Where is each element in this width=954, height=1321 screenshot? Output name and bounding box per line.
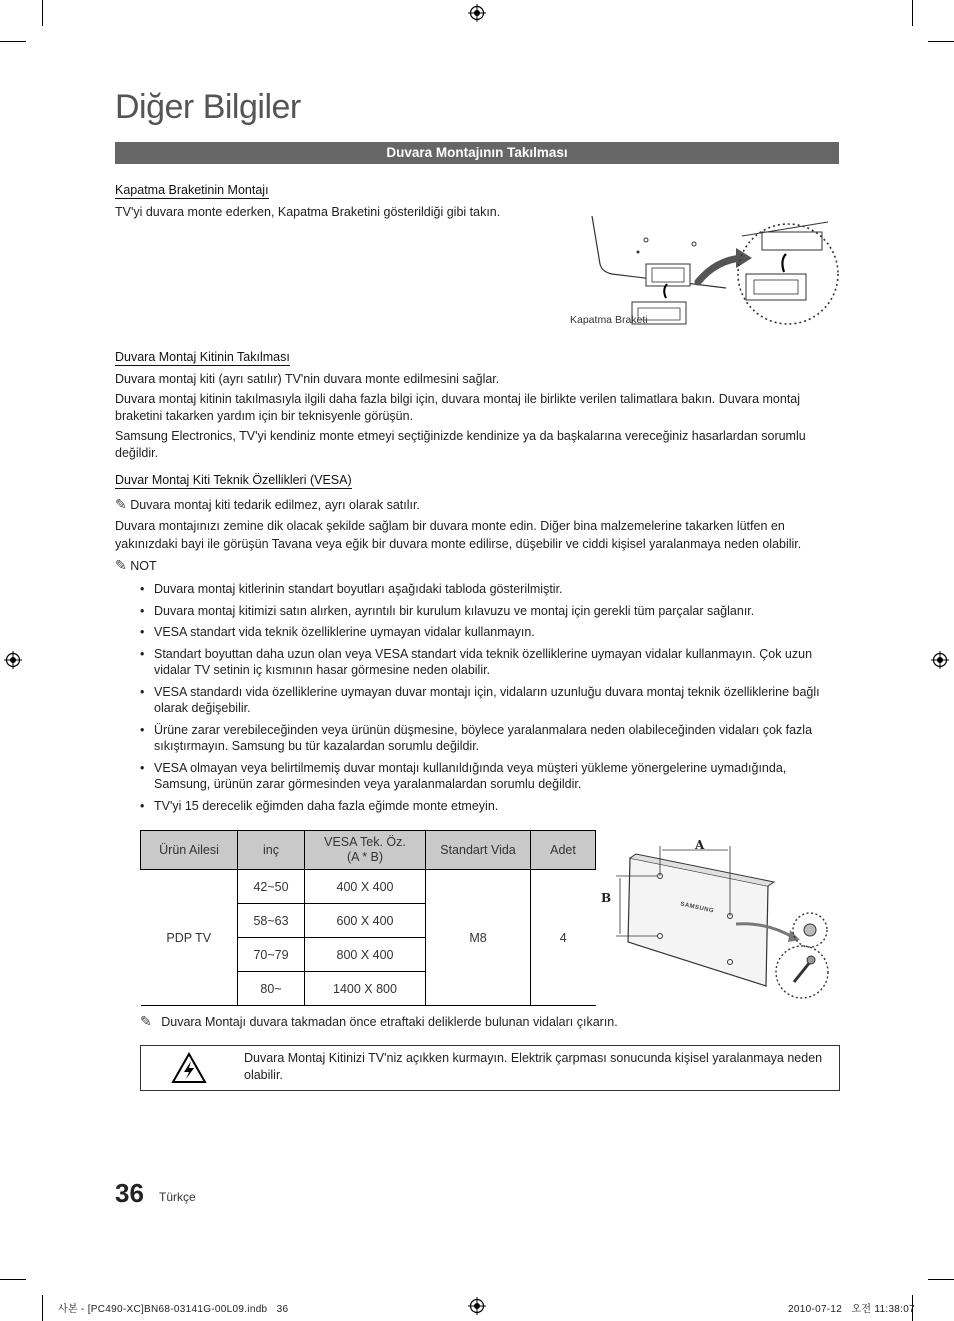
vesa-spec-table xyxy=(140,830,596,1006)
table-row xyxy=(141,870,596,904)
registration-mark-icon xyxy=(468,1297,486,1315)
list-item: • VESA standart vida teknik özelliklerine uymayan vidalar kullanmayın. xyxy=(140,624,840,641)
crop-mark xyxy=(0,41,26,42)
electric-hazard-icon xyxy=(171,1052,207,1084)
section-heading-wall-mount-kit: Duvara Montaj Kitinin Takılması xyxy=(115,350,290,364)
table-header: inç xyxy=(238,831,305,870)
bracket-instruction: TV'yi duvara monte ederken, Kapatma Braketini gösterildiği gibi takın. xyxy=(115,205,501,219)
table-header: Adet xyxy=(531,831,596,870)
note-heading xyxy=(115,557,157,574)
page-title: Diğer Bilgiler xyxy=(115,88,301,126)
note-label: NOT xyxy=(130,559,157,573)
crop-mark xyxy=(42,0,43,26)
note-line xyxy=(140,1013,840,1030)
crop-mark xyxy=(42,1295,43,1321)
section-banner: Duvara Montajının Takılması xyxy=(115,142,839,164)
table-cell-screw: M8 xyxy=(426,870,531,1006)
table-cell: 400 X 400 xyxy=(305,870,426,904)
list-item: • Duvara montaj kitimizi satın alırken, ayrıntılı bir kurulum kılavuzu ve montaj için gerekli tüm parçalar sağlanır. xyxy=(140,603,840,620)
table-header-line: (A * B) xyxy=(346,850,384,864)
pencil-note-icon: ✎ xyxy=(115,557,127,573)
dimension-label-b: B xyxy=(601,891,612,905)
paragraph: Duvara montaj kitinin takılmasıyla ilgili daha fazla bilgi için, duvara montaj ile birlikte verilen talimatlara bakın. Duvara montaj braketini takarken yardım için bir teknisyenle görüşün. xyxy=(115,391,801,423)
paragraph: Samsung Electronics, TV'yi kendiniz monte etmeyi seçtiğinizde kendinize ya da başkalarına vereceğiniz hasarlardan sorumlu değildir. xyxy=(115,428,806,460)
registration-mark-icon xyxy=(4,651,22,669)
brand-label: SAMSUNG xyxy=(679,901,715,915)
table-cell: 1400 X 800 xyxy=(305,972,426,1006)
table-cell-family: PDP TV xyxy=(141,870,238,1006)
warning-box xyxy=(140,1045,840,1091)
dimension-label-a: A xyxy=(695,838,705,852)
section-heading-bracket: Kapatma Braketinin Montajı xyxy=(115,183,269,197)
list-item: • VESA olmayan veya belirtilmemiş duvar montajı kullanıldığında veya müşteri yükleme yönergelerine uymadığında, Samsung, ürünün zarar görmesinden veya yaralanmalardan sorumlu değildir. xyxy=(140,760,840,793)
paragraph: Duvara montaj kiti (ayrı satılır) TV'nin duvara monte edilmesini sağlar. xyxy=(115,372,500,386)
crop-mark xyxy=(0,1279,26,1280)
list-item: • Duvara montaj kitlerinin standart boyutları aşağıdaki tabloda gösterilmiştir. xyxy=(140,581,840,598)
section-heading-vesa: Duvar Montaj Kiti Teknik Özellikleri (VESA) xyxy=(115,473,352,487)
table-header: Ürün Ailesi xyxy=(141,831,238,870)
warning-text: Duvara Montaj Kitinizi TV'niz açıkken kurmayın. Elektrik çarpması sonucunda kişisel yaralanmaya neden olabilir. xyxy=(244,1051,823,1082)
page-language: Türkçe xyxy=(159,1190,196,1204)
print-file-info: 사본 - [PC490-XC]BN68-03141G-00L09.indb 36 xyxy=(58,1304,289,1315)
wall-mount-kit-text xyxy=(115,371,839,463)
list-item: • Standart boyuttan daha uzun olan veya VESA standart vida teknik özelliklerine uymayan vidalar kullanmayın. Çok uzun vidalar TV setinin iç kısmının hasar görmesine neden olabilir. xyxy=(140,646,840,679)
note-bullet-list xyxy=(140,581,840,819)
table-cell: 800 X 400 xyxy=(305,938,426,972)
tv-back-vesa-illustration xyxy=(598,832,840,1004)
pencil-note-icon: ✎ xyxy=(140,1013,152,1029)
registration-mark-icon xyxy=(468,4,486,22)
table-header: Standart Vida xyxy=(426,831,531,870)
table-header-line: VESA Tek. Öz. xyxy=(324,835,406,849)
registration-mark-icon xyxy=(931,651,949,669)
crop-mark xyxy=(928,1279,954,1280)
table-cell: 58~63 xyxy=(238,904,305,938)
table-cell: 42~50 xyxy=(238,870,305,904)
table-cell: 600 X 400 xyxy=(305,904,426,938)
table-header-row xyxy=(141,831,596,870)
note-text: Duvara montaj kiti tedarik edilmez, ayrı olarak satılır. xyxy=(130,498,420,512)
crop-mark xyxy=(928,41,954,42)
note-line xyxy=(115,496,420,513)
table-cell-count: 4 xyxy=(531,870,596,1006)
vesa-paragraph: Duvara montajınızı zemine dik olacak şekilde sağlam bir duvara monte edin. Diğer bina malzemelerine takarken lütfen en yakınızdaki bayi ile görüşün Tavana veya eğik bir duvara monte edilirse, düşebilir ve ciddi kişisel yaralanmaya neden olabilir. xyxy=(115,519,802,551)
pencil-note-icon: ✎ xyxy=(115,496,127,512)
page-number: 36 xyxy=(115,1178,144,1208)
list-item: • Ürüne zarar verebileceğinden veya ürünün düşmesine, böylece yaralanmalara neden olabileceğinden vidaları çok fazla sıkıştırmayın. Samsung bu tür kazalardan sorumlu değildir. xyxy=(140,722,840,755)
figure-label-bracket: Kapatma Braketi xyxy=(570,314,648,326)
table-cell: 70~79 xyxy=(238,938,305,972)
list-item: • VESA standardı vida özelliklerine uymayan duvar montajı için, vidaların uzunluğu duvara montaj teknik özelliklerine bağlı olarak değişebilir. xyxy=(140,684,840,717)
note-text: Duvara Montajı duvara takmadan önce etraftaki deliklerde bulunan vidaları çıkarın. xyxy=(161,1015,618,1029)
list-item: • TV'yi 15 derecelik eğimden daha fazla eğimde monte etmeyin. xyxy=(140,798,840,815)
print-date-info: 2010-07-12 오전 11:38:07 xyxy=(788,1304,915,1315)
table-cell: 80~ xyxy=(238,972,305,1006)
table-header xyxy=(305,831,426,870)
crop-mark xyxy=(912,0,913,26)
